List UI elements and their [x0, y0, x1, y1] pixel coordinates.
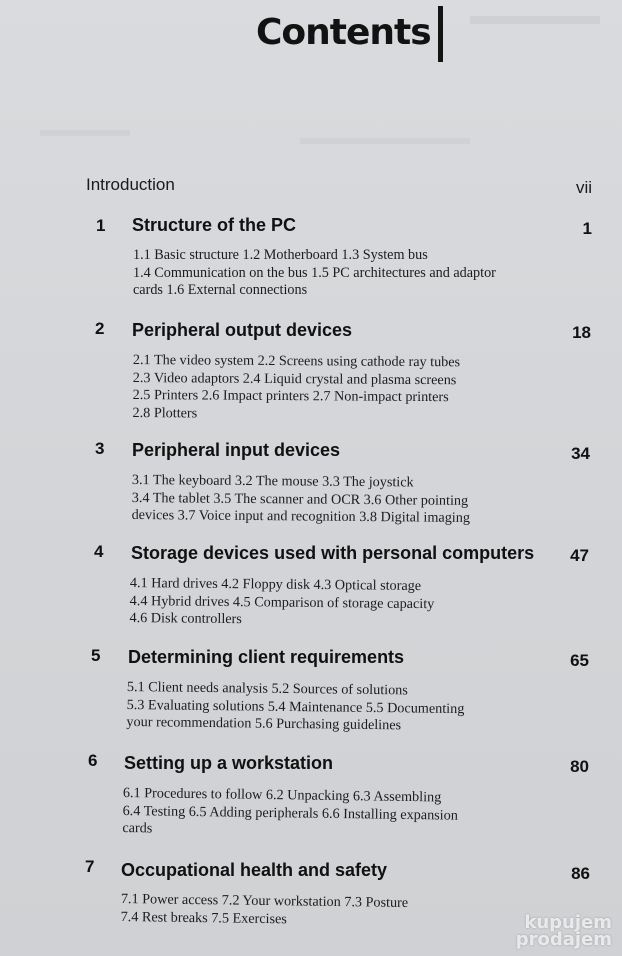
chapter-sections [122, 785, 458, 842]
section-line: 7.4 Rest breaks 7.5 Exercises [120, 908, 288, 927]
section-line: 1.1 Basic structure 1.2 Motherboard 1.3 System bus [133, 247, 428, 263]
chapter-page-number: 80 [570, 757, 589, 776]
chapter-number: 7 [85, 857, 95, 876]
section-line: cards 1.6 External connections [133, 282, 308, 298]
chapter-number: 5 [91, 646, 101, 665]
page-title: Contents [256, 12, 431, 53]
chapter-sections [133, 247, 496, 300]
chapter-page-number: 47 [570, 546, 589, 565]
chapter-number: 4 [94, 542, 104, 561]
section-line: 3.4 The tablet 3.5 The scanner and OCR 3.6 Other pointing [131, 489, 469, 509]
watermark-line: prodajem [515, 929, 612, 950]
chapter-page-number: 18 [572, 323, 591, 342]
chapter-title: Setting up a workstation [124, 753, 334, 773]
section-line: 2.8 Plotters [132, 404, 198, 421]
title-rule [438, 6, 443, 62]
section-line: cards [122, 819, 153, 837]
chapter-title: Peripheral output devices [132, 320, 353, 340]
chapter-title: Storage devices used with personal computers [131, 543, 535, 563]
chapter-number: 1 [96, 216, 106, 235]
section-line: 4.1 Hard drives 4.2 Floppy disk 4.3 Optical storage [129, 575, 422, 595]
chapter-title: Peripheral input devices [132, 440, 341, 460]
watermark-line: kupujem [524, 912, 612, 933]
section-line: devices 3.7 Voice input and recognition 3.8 Digital imaging [131, 506, 471, 526]
section-line: 3.1 The keyboard 3.2 The mouse 3.3 The joystick [131, 472, 414, 491]
introduction-page-number: vii [575, 178, 592, 197]
section-line: 7.1 Power access 7.2 Your workstation 7.3 Posture [120, 891, 409, 912]
chapter-sections [129, 575, 434, 631]
section-line: 2.5 Printers 2.6 Impact printers 2.7 Non-impact printers [132, 386, 449, 406]
section-line: 6.1 Procedures to follow 6.2 Unpacking 6.3 Assembling [122, 785, 442, 806]
section-line: 4.6 Disk controllers [129, 609, 242, 628]
chapter-page-number: 1 [582, 219, 592, 238]
introduction-label: Introduction [86, 175, 175, 194]
section-line: 5.3 Evaluating solutions 5.4 Maintenance 5.5 Documenting [126, 696, 465, 717]
chapter-number: 6 [88, 751, 98, 770]
section-line: 1.4 Communication on the bus 1.5 PC architectures and adaptor [133, 264, 496, 281]
chapter-title: Determining client requirements [128, 647, 405, 667]
watermark-logo [516, 914, 612, 948]
section-line: your recommendation 5.6 Purchasing guidelines [126, 713, 402, 734]
section-line: 6.4 Testing 6.5 Adding peripherals 6.6 Installing expansion [122, 802, 458, 824]
chapter-sections [126, 679, 464, 736]
section-line: 4.4 Hybrid drives 4.5 Comparison of storage capacity [129, 592, 435, 612]
chapter-sections [133, 352, 461, 424]
chapter-title: Structure of the PC [132, 215, 297, 235]
chapter-sections [132, 472, 471, 527]
chapter-sections [121, 891, 409, 930]
chapter-title: Occupational health and safety [121, 860, 388, 880]
chapter-page-number: 65 [570, 651, 589, 670]
chapter-number: 3 [95, 439, 105, 458]
chapter-page-number: 34 [571, 444, 590, 463]
section-line: 2.3 Video adaptors 2.4 Liquid crystal and plasma screens [132, 369, 457, 388]
chapter-number: 2 [95, 319, 105, 338]
section-line: 5.1 Client needs analysis 5.2 Sources of solutions [126, 679, 408, 699]
chapter-page-number: 86 [571, 864, 590, 883]
section-line: 2.1 The video system 2.2 Screens using cathode ray tubes [132, 352, 461, 371]
